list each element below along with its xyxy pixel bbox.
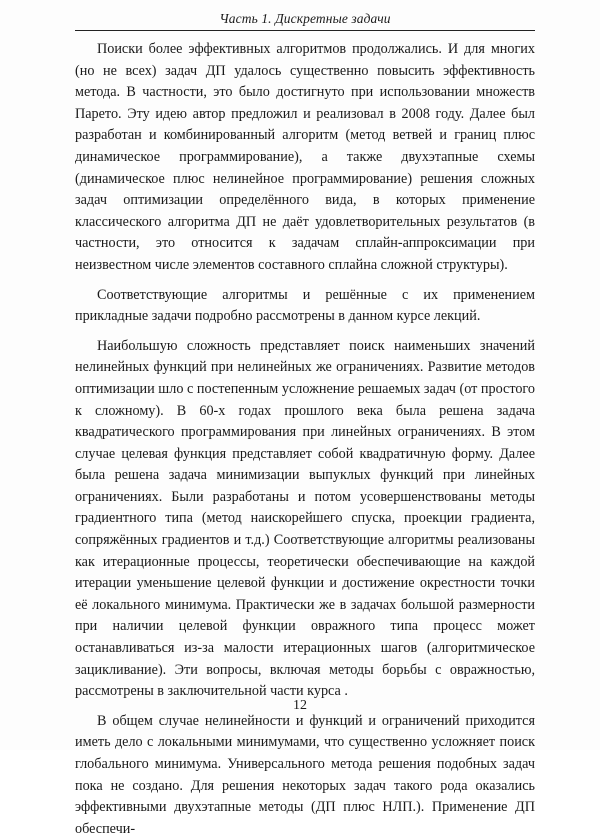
running-header: Часть 1. Дискретные задачи: [219, 11, 391, 26]
paragraph-2: Соответствующие алгоритмы и решённые с их применением прикладные задачи подробно рассмотрены в данном курсе лекций.: [75, 286, 535, 325]
header-rule: [75, 30, 535, 31]
body-text: [75, 39, 535, 840]
paragraph-1: Поиски более эффективных алгоритмов продолжались. И для многих (но не всех) задач ДП удалось существенно повысить эффективность метода. В частности, это было достигнуто при использовании множеств Парето. Эту идею автор предложил и реализовал в 2008 году. Далее был разработан и комбинированный алгоритм (метод ветвей и границ плюс динамическое программирование), а также двухэтапные схемы (динамическое плюс нелинейное программирование) решения сложных задач оптимизации определённого вида, в которых применение классического алгоритма ДП не даёт удовлетворительных результатов (в частности, это относится к задачам сплайн-аппроксимации при неизвестном числе элементов составного сплайна сложной структуры).: [75, 41, 535, 273]
paragraph-4: В общем случае нелинейности и функций и ограничений приходится иметь дело с локальными минимумами, что существенно усложняет поиск глобального минимума. Универсального метода решения подобных задач пока не создано. Для решения некоторых задач такого рода оказались эффективными двухэтапные методы (ДП плюс НЛП.). Применение ДП обеспечи-: [75, 712, 535, 837]
paragraph-3: Наибольшую сложность представляет поиск наименьших значений нелинейных функций при нелинейных же ограничениях. Развитие методов оптимизации шло с постепенным усложнение решаемых задач (от простого к сложному). В 60-х годах прошлого века была решена задача квадратического программирования при линейных ограничениях. В этом случае целевая функция представляет собой квадратичную форму. Далее была решена задача минимизации выпуклых функций при линейных ограничениях. Были разработаны и потом усовершенствованы методы градиентного типа (метод наискорейшего спуска, проекции градиента, сопряжённых градиентов и т.д.) Соответствующие алгоритмы реализованы как итерационные процессы, теоретически обеспечивающие на каждой итерации уменьшение целевой функции и достижение окрестности точки её локального минимума. Практически же в задачах большой размерности при наличии целевой функции овражного типа процесс может останавливаться из-за малости итерационных шагов (алгоритмическое зацикливание). Эти вопросы, включая методы борьбы с овражностью, рассмотрены в заключительной части курса .: [75, 337, 535, 700]
page-number: 12: [293, 698, 307, 713]
